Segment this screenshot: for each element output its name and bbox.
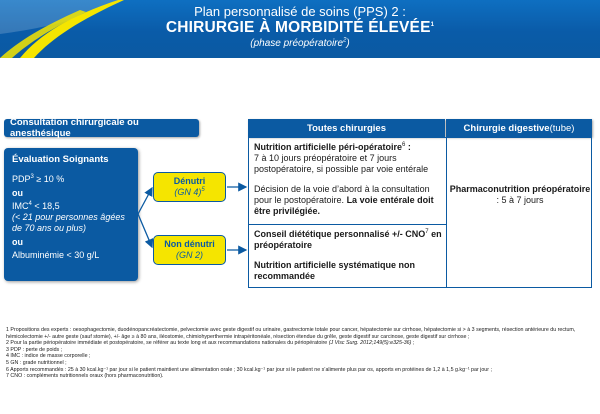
c3-heading: Pharmaconutrition préopératoire [449, 184, 591, 194]
c2-gap [254, 251, 442, 260]
footnote-1: 1 Propositions des experts : oesophagectomie, duodénopancréatectomie, pelvectomie avec geste digestif ou urinaire, gastrectomie totale pour cancer, hépatectomie sur cirrhose, hépatectomie si > à 3 segments, résection antérieure du rectum, hémicolectomie +/- autre geste (sauf stomie), +/- âge ≥ à 80 ans, iléostomie, chimiohyperthermie intrapéritonéale, résection étendue du grêle, geste digestif sur carcinose, geste digestif sur cirrhose ; [6, 327, 576, 340]
c1-sup: 6 [402, 142, 406, 148]
subtitle-sup: 2 [343, 37, 347, 44]
pill-denutri-sup: 5 [201, 187, 205, 193]
cell-conseil-dietetique [254, 229, 442, 282]
pdp-value: ≥ 10 % [33, 174, 65, 184]
c2-sup: 7 [425, 229, 429, 235]
connector-to-denutri [138, 188, 152, 214]
footnotes [6, 327, 594, 380]
footnote-2-end: ; [411, 340, 415, 347]
cell-pharmaconutrition [449, 184, 591, 206]
c1-decision: Décision de la voie d’abord à la consultation pour le postopératoire. [254, 184, 430, 205]
c1-gap [254, 175, 442, 184]
c1-heading: Nutrition artificielle péri-opératoire [254, 142, 403, 152]
footnote-3: 3 PDP : perte de poids ; [6, 346, 63, 353]
subtitle-end: ) [346, 38, 350, 49]
imc-label: IMC [12, 201, 29, 211]
or-separator-2: ou [12, 237, 23, 247]
title-line-1: Plan personnalisé de soins (PPS) 2 : [194, 4, 406, 19]
title-main: CHIRURGIE À MORBIDITÉ ÉLEVÉE [165, 19, 431, 36]
cell-nutrition-artificielle [254, 142, 442, 217]
footnote-2-text: 2 Pour la partie périopératoire immédiate et postopératoire, se référer au texte long et aux recommandations nationales du périopératoire [6, 340, 329, 347]
pill-non-denutri [153, 235, 226, 265]
header-right-bold: Chirurgie digestive [463, 122, 550, 134]
pdp-sup: 3 [30, 174, 34, 180]
footnote-2 [6, 340, 594, 347]
grid-horizontal-divider [249, 224, 446, 225]
evaluation-title: Évaluation Soignants [12, 154, 109, 165]
c1-colon: : [405, 142, 411, 152]
pill-non-denutri-grade: (GN 2) [176, 250, 203, 260]
c2-heading-end: en préopératoire [254, 229, 442, 250]
pill-denutri-label: Dénutri [173, 176, 206, 186]
c3-duration: : 5 à 7 jours [496, 195, 544, 205]
header-consultation: Consultation chirurgicale ou anesthésique [4, 119, 199, 137]
c2-heading: Conseil diététique personnalisé +/- CNO [254, 229, 426, 239]
footnote-7: 7 CNO : compléments nutritionnels oraux (hors pharmaconutrition). [6, 373, 164, 380]
footnote-6: 6 Apports recommandés : 25 à 30 kcal.kg⁻¹ par jour si le patient maintient une alimentation orale ; 30 kcal.kg⁻¹ par jour si le patient ne s’alimente plus par os, apports en protéines de 1,2 à 1,5 g.kg⁻¹ par jour ; [6, 366, 492, 373]
criterion-imc-elderly: (< 21 pour personnes âgées de 70 ans ou plus) [12, 212, 125, 233]
grid-vertical-divider [446, 138, 447, 287]
pill-denutri-grade [154, 187, 225, 198]
criterion-albuminemie: Albuminémie < 30 g/L [12, 250, 100, 260]
subtitle-text: (phase préopératoire [250, 38, 344, 49]
footnote-4: 4 IMC : indice de masse corporelle ; [6, 353, 91, 360]
pill-non-denutri-label: Non dénutri [164, 239, 215, 249]
header-right-rest: (tube) [549, 122, 575, 134]
imc-sup: 4 [28, 201, 32, 207]
c1-duration: 7 à 10 jours préopératoire et 7 jours postopératoire, si possible par voie entérale [254, 153, 429, 174]
recommendation-grid [248, 137, 592, 288]
connector-to-non-denutri [138, 214, 152, 247]
pill-denutri [153, 172, 226, 202]
c2-non-recommandee: Nutrition artificielle systématique non recommandée [254, 260, 416, 281]
title-sup: 1 [430, 21, 435, 28]
pdp-label: PDP [12, 174, 31, 184]
c1-enteral-note: La voie entérale doit être privilégiée. [254, 195, 434, 216]
footnote-2-ref: (J Visc Surg. 2012;149(5):e325-36) [328, 340, 412, 347]
header-toutes-chirurgies: Toutes chirurgies [248, 119, 445, 137]
footnote-5: 5 GN : grade nutritionnel ; [6, 359, 67, 366]
imc-value: < 18,5 [31, 201, 60, 211]
pill-denutri-gn: (GN 4) [174, 187, 202, 197]
or-separator-1: ou [12, 188, 23, 198]
